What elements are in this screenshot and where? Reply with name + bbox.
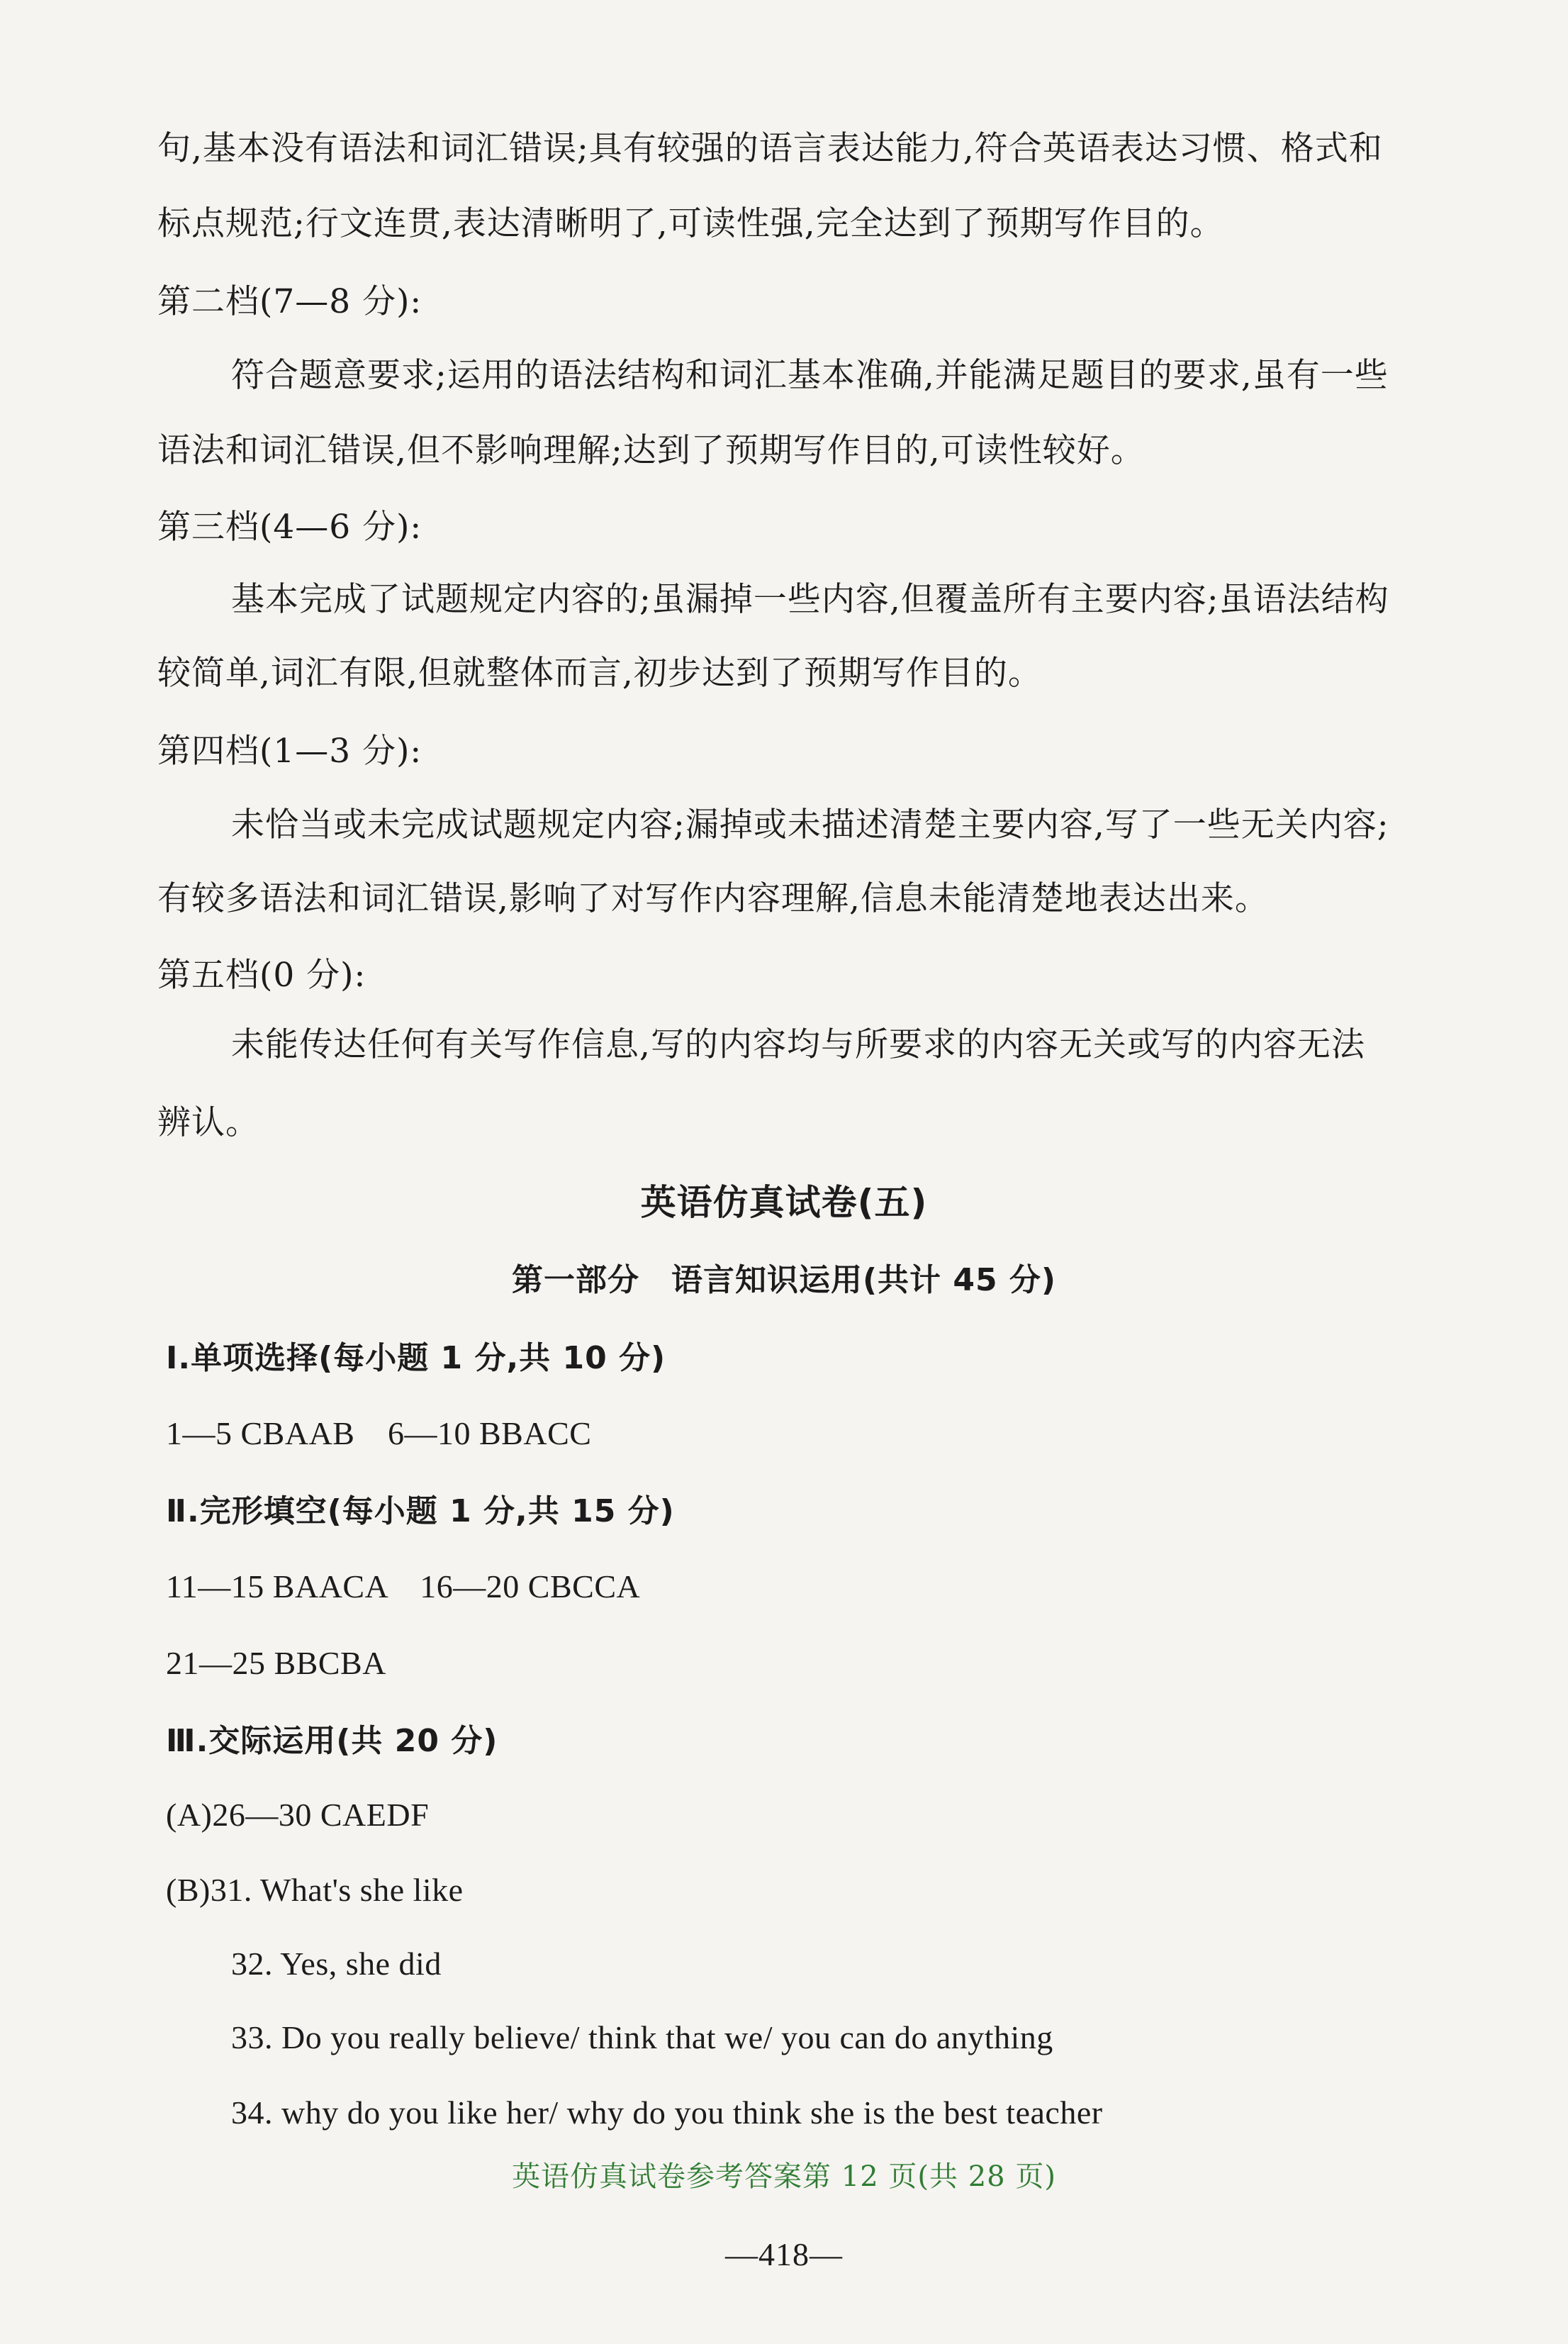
part-1-heading: 第一部分 语言知识运用(共计 45 分): [511, 1262, 1057, 1298]
section-1-heading: Ⅰ.单项选择(每小题 1 分,共 10 分): [166, 1340, 666, 1376]
tier3-label: 第三档(4—6 分):: [157, 508, 422, 547]
section-3-answer-33: 33. Do you really believe/ think that we/ you can do anything: [231, 2019, 1053, 2055]
section-3-answer-32: 32. Yes, she did: [231, 1946, 442, 1982]
tier5-line-2: 辨认。: [157, 1103, 259, 1142]
grading-intro-line-2: 标点规范;行文连贯,表达清晰明了,可读性强,完全达到了预期写作目的。: [157, 204, 1224, 243]
section-1-answers: 1—5 CBAAB 6—10 BBACC: [166, 1415, 592, 1451]
section-3-answer-31: (B)31. What's she like: [166, 1872, 464, 1908]
tier5-label: 第五档(0 分):: [157, 956, 366, 995]
tier4-line-2: 有较多语法和词汇错误,影响了对写作内容理解,信息未能清楚地表达出来。: [157, 879, 1269, 918]
tier4-line-1: 未恰当或未完成试题规定内容;漏掉或未描述清楚主要内容,写了一些无关内容;: [231, 805, 1389, 844]
section-2-answers-1: 11—15 BAACA 16—20 CBCCA: [166, 1568, 641, 1604]
section-3-answer-34: 34. why do you like her/ why do you think she is the best teacher: [231, 2094, 1103, 2131]
section-2-heading: Ⅱ.完形填空(每小题 1 分,共 15 分): [166, 1493, 675, 1529]
tier3-line-1: 基本完成了试题规定内容的;虽漏掉一些内容,但覆盖所有主要内容;虽语法结构: [231, 580, 1389, 619]
tier3-line-2: 较简单,词汇有限,但就整体而言,初步达到了预期写作目的。: [157, 654, 1042, 693]
section-2-answers-2: 21—25 BBCBA: [166, 1645, 386, 1681]
page-number: —418—: [725, 2236, 843, 2272]
tier4-label: 第四档(1—3 分):: [157, 732, 422, 771]
exam-title: 英语仿真试卷(五): [640, 1182, 928, 1223]
section-3-part-a: (A)26—30 CAEDF: [166, 1797, 430, 1833]
tier2-line-2: 语法和词汇错误,但不影响理解;达到了预期写作目的,可读性较好。: [157, 431, 1145, 470]
tier2-line-1: 符合题意要求;运用的语法结构和词汇基本准确,并能满足题目的要求,虽有一些: [231, 356, 1389, 395]
grading-intro-line-1: 句,基本没有语法和词汇错误;具有较强的语言表达能力,符合英语表达习惯、格式和: [157, 129, 1383, 168]
section-3-heading: Ⅲ.交际运用(共 20 分): [166, 1723, 498, 1759]
tier2-label: 第二档(7—8 分):: [157, 282, 422, 321]
footer-page-info: 英语仿真试卷参考答案第 12 页(共 28 页): [512, 2160, 1056, 2193]
tier5-line-1: 未能传达任何有关写作信息,写的内容均与所要求的内容无关或写的内容无法: [231, 1025, 1365, 1064]
